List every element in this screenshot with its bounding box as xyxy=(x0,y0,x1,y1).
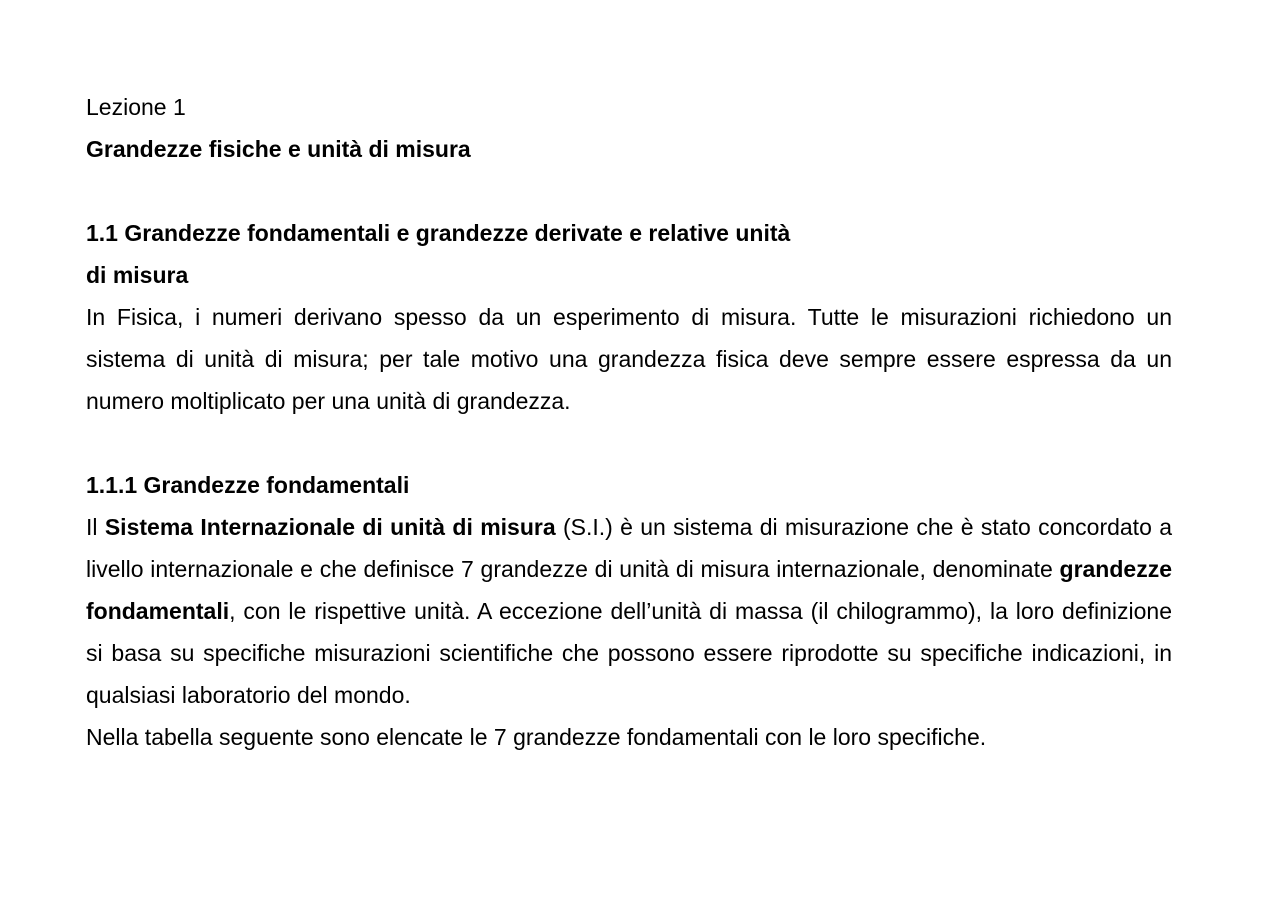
spacer xyxy=(86,170,1172,212)
section-1-1-1-paragraph-text xyxy=(86,506,1172,716)
section-1-1-paragraph-text: In Fisica, i numeri derivano spesso da un esperimento di misura. Tutte le misurazioni richiedono un sistema di unità di misura; per tale motivo una grandezza fisica deve sempre essere espressa da un numero moltiplicato per una unità di grandezza. xyxy=(86,304,1172,414)
section-1-1-heading-line2: di misura xyxy=(86,262,189,288)
lesson-title: Grandezze fisiche e unità di misura xyxy=(86,136,471,162)
section-1-1-1-heading: 1.1.1 Grandezze fondamentali xyxy=(86,472,410,498)
section-1-1-heading-line1: 1.1 Grandezze fondamentali e grandezze derivate e relative unità xyxy=(86,220,791,246)
lesson-label: Lezione 1 xyxy=(86,94,186,120)
section-1-1-1-paragraph xyxy=(86,506,1172,716)
spacer xyxy=(86,422,1172,464)
si-system-term: Sistema Internazionale di unità di misura xyxy=(104,514,556,540)
paragraph-text-part2: , con le rispettive unità. A eccezione dell’unità di massa (il chilogrammo), la loro definizione si basa su specifiche misurazioni scientifiche che possono essere riprodotte su specifiche indicazioni, in qualsiasi laboratorio del mondo. xyxy=(86,598,1172,708)
paragraph-prefix: Il xyxy=(86,514,105,540)
fundamental-quantities-term: grandezze fondamentali xyxy=(86,556,1172,624)
document-page xyxy=(86,86,1172,758)
paragraph-text-part1: (S.I.) è un sistema di misurazione che è stato concordato a livello internazionale e che definisce 7 grandezze di unità di misura internazionale, denominate xyxy=(86,514,1172,582)
table-intro-sentence: Nella tabella seguente sono elencate le 7 grandezze fondamentali con le loro specifiche. xyxy=(86,724,987,750)
section-1-1-paragraph xyxy=(86,296,1172,422)
